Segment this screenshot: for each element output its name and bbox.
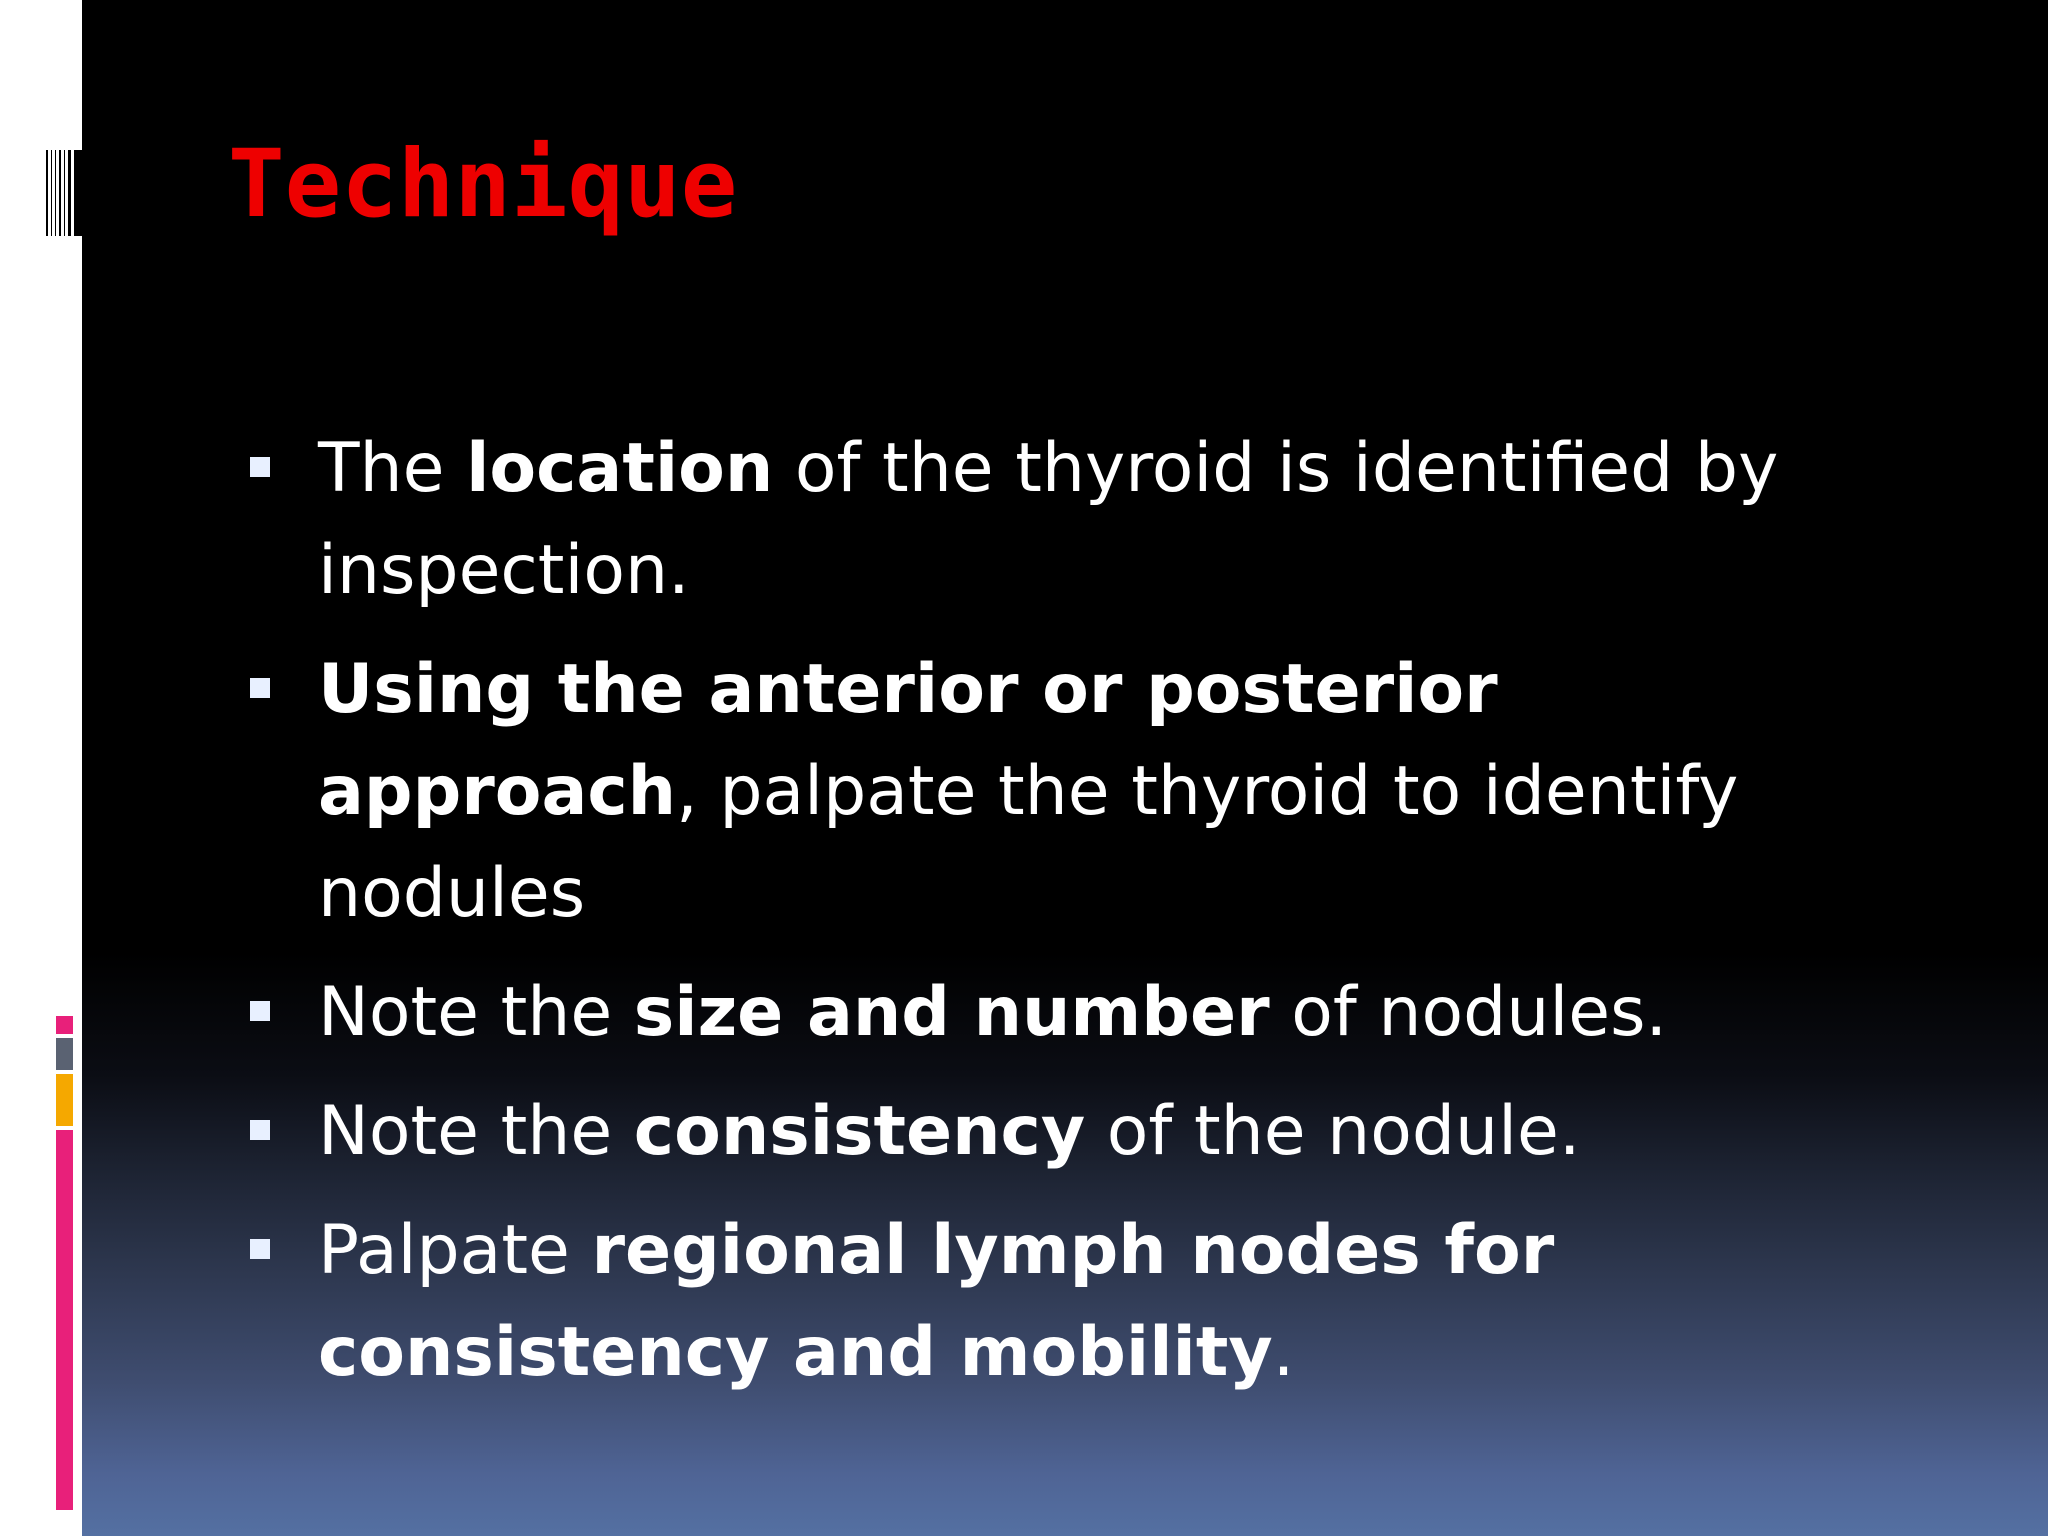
bullet-item — [240, 1081, 1860, 1183]
bullet-marker-icon — [250, 457, 270, 477]
bullet-text: , palpate the thyroid to identify nodules — [318, 752, 1739, 933]
bullet-text: Note the — [318, 973, 634, 1052]
bullet-text-bold: location — [466, 429, 774, 508]
bullet-item — [240, 962, 1860, 1064]
bullet-marker-icon — [250, 678, 270, 698]
bullet-text-bold: regional lymph nodes for consistency and mobility — [318, 1211, 1555, 1392]
accent-bar-orange — [56, 1074, 73, 1126]
decorative-stripes — [46, 150, 82, 236]
slide-title: Technique — [228, 130, 738, 239]
bullet-text-bold: Using the anterior or posterior approach — [318, 650, 1498, 831]
bullet-text: of nodules. — [1269, 973, 1668, 1052]
bullet-text: Note the — [318, 1092, 634, 1171]
bullet-text: . — [1272, 1313, 1295, 1392]
bullet-item — [240, 639, 1860, 945]
accent-bar-pink-top — [56, 1016, 73, 1034]
bullet-marker-icon — [250, 1239, 270, 1259]
accent-bar-gray — [56, 1038, 73, 1070]
bullet-text: of the nodule. — [1085, 1092, 1581, 1171]
bullet-text: of the thyroid is identified by inspection. — [318, 429, 1779, 610]
bullet-list — [240, 418, 1860, 1421]
bullet-marker-icon — [250, 1001, 270, 1021]
bullet-item — [240, 418, 1860, 622]
bullet-text: Palpate — [318, 1211, 592, 1290]
bullet-item — [240, 1200, 1860, 1404]
bullet-text-bold: consistency — [633, 1092, 1086, 1171]
bullet-text: The — [318, 429, 467, 508]
accent-bar-pink — [56, 1130, 73, 1510]
bullet-text-bold: size and number — [633, 973, 1270, 1052]
bullet-marker-icon — [250, 1120, 270, 1140]
